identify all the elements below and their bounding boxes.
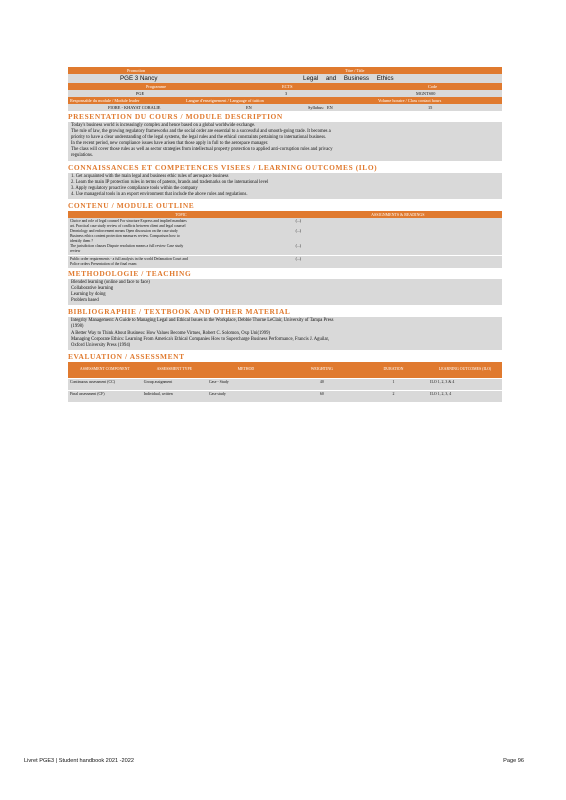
header-label-row-1 <box>68 67 502 74</box>
section-title-learning-outcomes: CONNAISSANCES ET COMPETENCES VISEES / LEARNING OUTCOMES (ILO) <box>68 162 378 172</box>
syllabus-label: Syllabus: <box>308 105 324 110</box>
topic-column-header: TOPIC <box>68 211 294 218</box>
code-label: Code <box>428 84 438 89</box>
topic-line: Choice and role of legal counsel For structure Express and implied mandates <box>70 218 187 223</box>
topic-line: Business ethics content protection measures review. Comparison how to <box>70 233 180 238</box>
outline-row <box>68 218 502 256</box>
presentation-line: The class will cover those rules as well as sector strategies from intellectual property protection to applied anti-corruption rules and privacy <box>71 147 333 153</box>
weighting-cell: 60 <box>285 390 359 402</box>
topic-line: Public order requirements - a full analysis in the world Defamation Court and <box>70 256 188 261</box>
ilo-line: 2. Learn the main IP protection rules in terms of patents, brands and trademarks on the international level <box>71 179 269 185</box>
assessment-table <box>68 362 502 402</box>
header-value-row-4 <box>68 90 502 97</box>
promotion-value: PGE 3 Nancy <box>120 75 158 82</box>
section-title-presentation: PRESENTATION DU COURS / MODULE DESCRIPTION <box>68 112 283 121</box>
page-number: Page 96 <box>503 758 524 764</box>
contact-hours-value: 15 <box>428 105 433 110</box>
header-value-row-2 <box>68 74 502 83</box>
ilo-line: 1. Get acquainted with the main legal and business ethic rules of aerospace business <box>71 173 229 179</box>
code-value: MGNTS00 <box>416 91 436 96</box>
method-cell: Case study <box>207 390 285 402</box>
method-column-header: METHOD <box>207 362 285 379</box>
section-title-teaching: METHODOLOGIE / TEACHING <box>68 268 192 278</box>
ilo-line: 3. Apply regulatory proactive compliance tools within the company <box>71 185 198 191</box>
component-cell: Final assessment (CF) <box>68 390 142 402</box>
teaching-line: Collaborative learning <box>71 286 114 292</box>
type-cell: Group assignment <box>142 378 207 390</box>
assessment-row <box>68 378 502 390</box>
topic-line: identify them ? <box>70 238 93 243</box>
module-leader-value: FIORE - KHAYAT CORALIE <box>108 105 161 110</box>
header-label-row-3 <box>68 83 502 90</box>
topic-line: review <box>70 248 81 253</box>
ilo-cell: ILO 1, 2, 3 & 4 <box>428 378 502 390</box>
presentation-line: In the recent period, new compliance issues have arisen that those apply in full to the aerospace manager. <box>71 141 269 147</box>
component-column-header: ASSESSMENT COMPONENT <box>68 362 142 379</box>
ects-value: 3 <box>285 91 288 96</box>
topic-line: Deontology and enforcement means Open discussion on the case study <box>70 228 178 233</box>
component-cell: Continuous assessment (CC) <box>68 378 142 390</box>
bibliography-line: (1998) <box>71 324 84 330</box>
bibliography-line: Managing Corporate Ethics: Learning From America's Ethical Companies How to Supercharge Business Performance, Francis J. Aguilar, <box>71 336 330 342</box>
duration-cell: 2 <box>359 390 428 402</box>
presentation-line: priority to have a clear understanding of the legal systems, the legal rules and the ethical constraints pertaining to international business. <box>71 135 327 141</box>
bibliography-line: Oxford University Press (1994) <box>71 342 131 348</box>
ilo-column-header: LEARNING OUTCOMES (ILO) <box>428 362 502 379</box>
learning-outcomes-body <box>68 173 502 199</box>
section-title-module-outline: CONTENU / MODULE OUTLINE <box>68 200 195 210</box>
type-column-header: ASSESSMENT TYPE <box>142 362 207 379</box>
teaching-line: Problem based <box>71 298 99 304</box>
assignment-line: (...) <box>295 228 302 233</box>
presentation-line: Today's business world is increasingly complex and hence based on a global worldwide exchange. <box>71 123 256 128</box>
header-value-row-6 <box>68 104 502 111</box>
course-sheet <box>68 67 502 402</box>
topic-line: art. Practical case study review of conflicts between client and legal counsel <box>70 223 186 228</box>
syllabus-value: EN <box>327 105 333 110</box>
promotion-label: Promotion <box>127 68 146 73</box>
module-leader-label: Responsable du module / Module leader <box>70 98 140 103</box>
ilo-line: 4. Use managerial tools in an export environment that include the above rules and regulations. <box>71 191 248 197</box>
bibliography-body <box>68 317 502 349</box>
module-outline-table <box>68 211 502 268</box>
topic-line: Police orders Presentation of the final exam <box>70 261 137 266</box>
header-label-row-5 <box>68 97 502 104</box>
bibliography-line: A Better Way to Think About Business: How Values Become Virtues, Robert C. Solomon, Oxp Uni(1999) <box>71 330 270 336</box>
teaching-body <box>68 279 502 305</box>
footer-handbook-label: Livret PGE3 | Student handbook 2021 -2022 <box>24 758 134 764</box>
ects-label: ECTS <box>282 84 293 89</box>
assignment-line: (...) <box>295 256 302 261</box>
weighting-cell: 40 <box>285 378 359 390</box>
section-title-bibliography: BIBLIOGRAPHIE / TEXTBOOK AND OTHER MATERIAL <box>68 307 291 317</box>
programme-value: PGE <box>136 91 145 96</box>
presentation-line: regulations. <box>71 153 94 159</box>
method-cell: Case - Study <box>207 378 285 390</box>
outline-assignment-cell <box>294 255 502 268</box>
weighting-column-header: WEIGHTING <box>285 362 359 379</box>
language-label: Langue d'enseignement / Language of tuition <box>186 98 264 103</box>
section-title-assessment: EVALUATION / ASSESSMENT <box>68 351 185 361</box>
outline-topic-cell <box>68 218 294 256</box>
title-label: Titre / Title <box>345 68 365 73</box>
topic-line: The jurisdiction clauses Dispute resolution means a full review Case study <box>70 243 184 248</box>
contact-hours-label: Volume horaire / Class contact hours <box>378 98 442 103</box>
outline-topic-cell <box>68 255 294 268</box>
assignments-column-header: ASSIGNMENTS & READINGS <box>294 211 502 218</box>
bibliography-line: Integrity Management: A Guide to Managing Legal and Ethical Issues in the Workplace, Debbie Thorne LeClair, University of Tampa Press <box>71 318 334 324</box>
assignment-line: (...) <box>295 243 302 248</box>
assignment-line: (...) <box>295 218 302 223</box>
outline-row <box>68 255 502 268</box>
programme-label: Programme <box>146 84 167 89</box>
presentation-line: The rule of law, the growing regulatory frameworks and the social order are essential to a successful and smooth-going trade. It becomes a <box>71 129 331 135</box>
course-title: Legal and Business Ethics <box>303 75 394 82</box>
assessment-row <box>68 390 502 402</box>
page-footer <box>24 758 524 766</box>
ilo-cell: ILO 1, 2, 3, 4 <box>428 390 502 402</box>
teaching-line: Learning by doing <box>71 292 106 298</box>
duration-column-header: DURATION <box>359 362 428 379</box>
outline-assignment-cell <box>294 218 502 256</box>
teaching-line: Blended learning (online and face to face) <box>71 279 150 285</box>
presentation-body <box>68 122 502 161</box>
language-value: EN <box>246 105 252 110</box>
duration-cell: 1 <box>359 378 428 390</box>
type-cell: Individual, written <box>142 390 207 402</box>
